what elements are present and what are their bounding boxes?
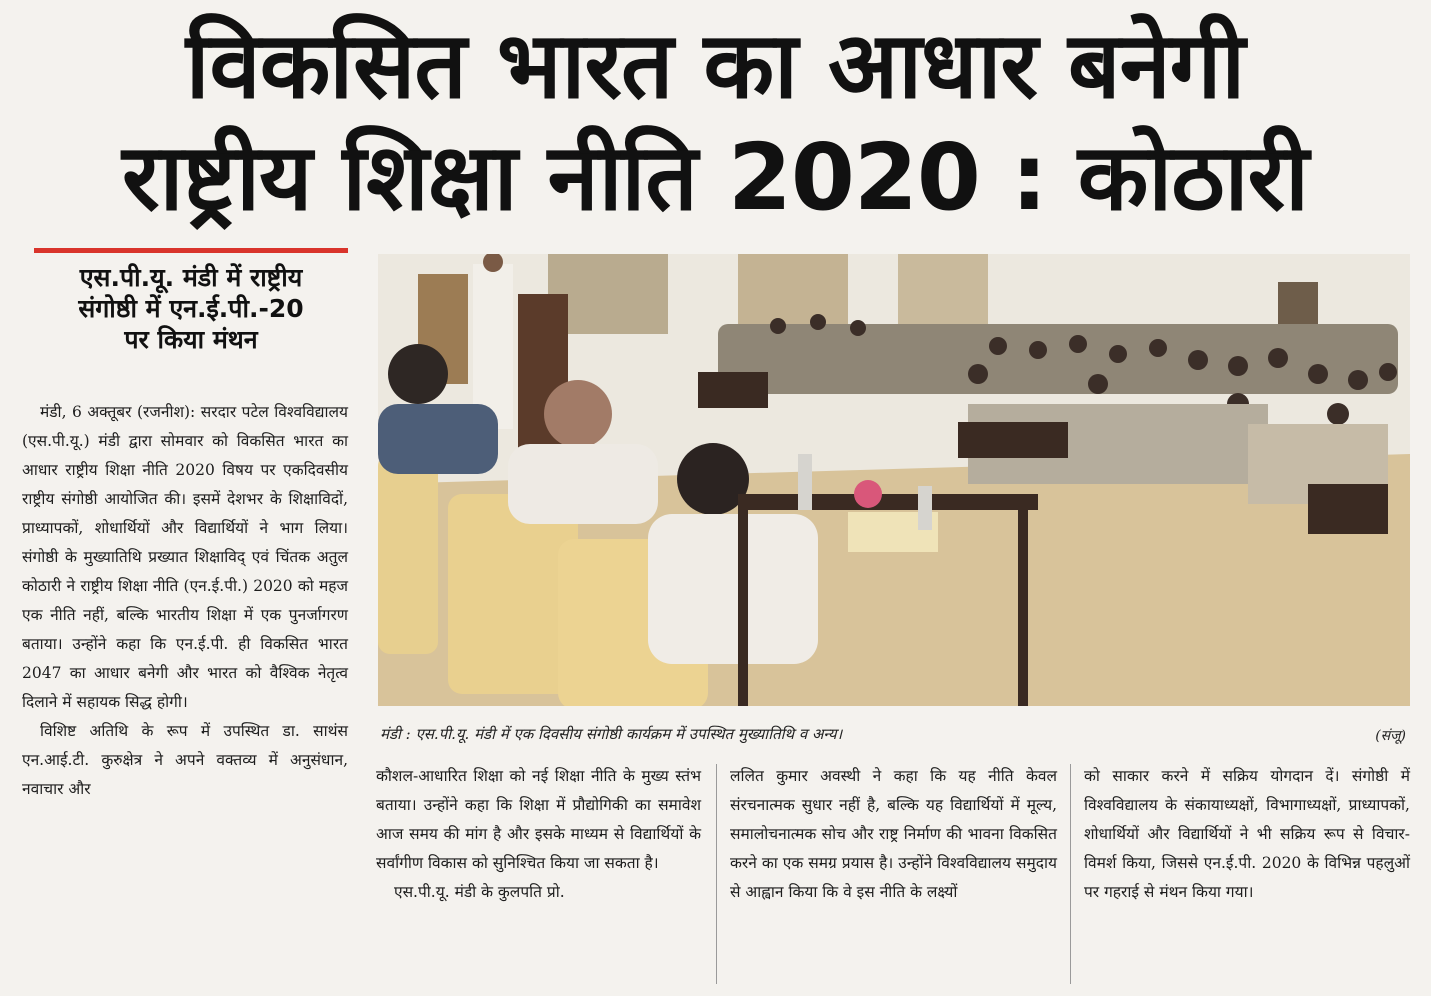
headline-line-2: राष्ट्रीय शिक्षा नीति 2020 : कोठारी (122, 124, 1308, 231)
article-column-1 (22, 398, 348, 804)
article-paragraph: कौशल-आधारित शिक्षा को नई शिक्षा नीति के मुख्य स्तंभ बताया। उन्होंने कहा कि शिक्षा में प्रौद्योगिकी का समावेश आज समय की मांग है और इसके माध्यम से विद्यार्थियों के सर्वांगीण विकास को सुनिश्चित किया जा सकता है। (376, 767, 701, 872)
column-divider (716, 764, 717, 984)
article-column-4 (1084, 762, 1410, 907)
accent-rule (34, 248, 348, 253)
headline (20, 10, 1410, 234)
photo-caption (380, 720, 1410, 750)
article-paragraph: ललित कुमार अवस्थी ने कहा कि यह नीति केवल संरचनात्मक सुधार नहीं है, बल्कि यह विद्यार्थियों में मूल्य, समालोचनात्मक सोच और राष्ट्र निर्माण की भावना विकसित करने का एक समग्र प्रयास है। उन्होंने विश्वविद्यालय समुदाय से आह्वान किया कि वे इस नीति के लक्ष्यों (730, 767, 1057, 901)
article-column-3 (730, 762, 1057, 907)
subheadline-line-2: संगोष्ठी में एन.ई.पी.-20 (78, 294, 304, 323)
article-column-2 (376, 762, 701, 907)
photo-caption-text: मंडी : एस.पी.यू. मंडी में एक दिवसीय संगोष्ठी कार्यक्रम में उपस्थित मुख्यातिथि व अन्य। (380, 725, 843, 743)
photo-credit: (संजू) (1375, 728, 1406, 744)
article-paragraph: मंडी, 6 अक्तूबर (रजनीश): सरदार पटेल विश्वविद्यालय (एस.पी.यू.) मंडी द्वारा सोमवार को विकसित भारत का आधार राष्ट्रीय शिक्षा नीति 2020 विषय पर एकदिवसीय राष्ट्रीय संगोष्ठी आयोजित की। इसमें देशभर के शिक्षाविदों, प्राध्यापकों, शोधार्थियों और विद्यार्थियों ने भाग लिया। संगोष्ठी के मुख्यातिथि प्रख्यात शिक्षाविद् एवं चिंतक अतुल कोठारी ने राष्ट्रीय शिक्षा नीति (एन.ई.पी.) 2020 को महज एक नीति नहीं, बल्कि भारतीय शिक्षा में एक पुनर्जागरण बताया। उन्होंने कहा कि एन.ई.पी. ही विकसित भारत 2047 का आधार बनेगी और भारत को वैश्विक नेतृत्व दिलाने में सहायक सिद्ध होगी। (22, 403, 348, 711)
article-paragraph: को साकार करने में सक्रिय योगदान दें। संगोष्ठी में विश्वविद्यालय के संकायाध्यक्षों, विभागाध्यक्षों, प्राध्यापकों, शोधार्थियों और विद्यार्थियों ने भी सक्रिय रूप से विचार-विमर्श किया, जिससे एन.ई.पी. 2020 के विभिन्न पहलुओं पर गहराई से मंथन किया गया। (1084, 767, 1410, 901)
column-divider (1070, 764, 1071, 984)
headline-line-1: विकसित भारत का आधार बनेगी (185, 12, 1245, 119)
subheadline-line-1: एस.पी.यू. मंडी में राष्ट्रीय (79, 263, 303, 292)
article-paragraph: एस.पी.यू. मंडी के कुलपति प्रो. (394, 883, 565, 901)
article-paragraph: विशिष्ट अतिथि के रूप में उपस्थित डा. साथंस एन.आई.टी. कुरुक्षेत्र ने अपने वक्तव्य में अनुसंधान, नवाचार और (22, 722, 348, 798)
subheadline (34, 262, 348, 355)
event-photo (378, 254, 1410, 706)
subheadline-line-3: पर किया मंथन (124, 325, 258, 354)
